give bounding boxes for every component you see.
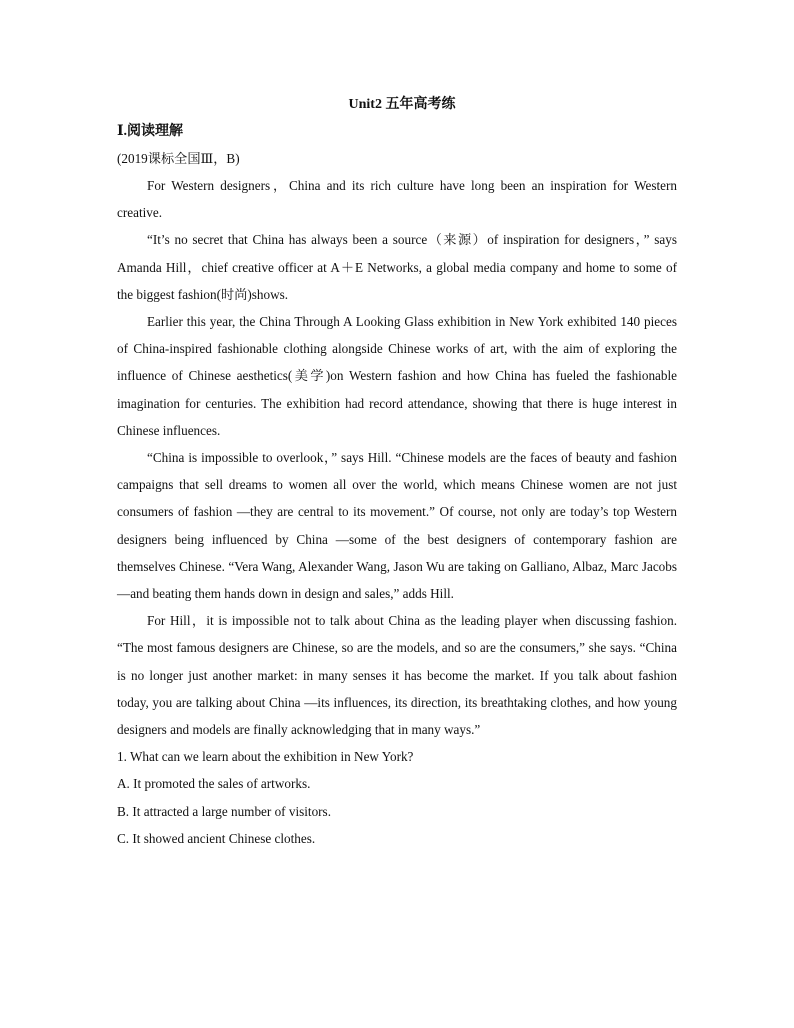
document-page: [117, 92, 677, 852]
option-a: A. It promoted the sales of artworks.: [117, 776, 311, 792]
paragraph-4: “China is impossible to overlook，” says Hill. “Chinese models are the faces of beauty and fashion campaigns that sell dreams to women all over the world, which means Chinese women are not just consumers of fashion —they are central to its movement.” Of course, not only are today’s top Western designers being influenced by China —some of the best designers of contemporary fashion are themselves Chinese. “Vera Wang, Alexander Wang, Jason Wu are taking on Galliano, Albaz, Marc Jacobs—and beating them hands down in design and sales,” adds Hill.: [117, 450, 677, 602]
paragraph-1: For Western designers，China and its rich culture have long been an inspiration for Western creative.: [117, 178, 677, 221]
page-title: Unit2 五年高考练: [348, 97, 456, 112]
question-stem: 1. What can we learn about the exhibition in New York?: [117, 749, 414, 765]
option-b: B. It attracted a large number of visitors.: [117, 803, 331, 819]
source-citation: (2019课标全国Ⅲ，B): [117, 151, 240, 166]
section-heading: Ⅰ.阅读理解: [117, 124, 184, 139]
paragraph-5: For Hill，it is impossible not to talk about China as the leading player when discussing fashion. “The most famous designers are Chinese, so are the models, and so are the consumers,” she says. “China is no longer just another market: in many senses it has become the market. If you talk about fashion today, you are talking about China —its influences, its direction, its breathtaking clothes, and how young designers and models are finally acknowledging that in many ways.”: [117, 613, 677, 738]
option-c: C. It showed ancient Chinese clothes.: [117, 830, 316, 846]
paragraph-3: Earlier this year, the China Through A Looking Glass exhibition in New York exhibited 140 pieces of China-inspired fashionable clothing alongside Chinese works of art, with the aim of exploring the influence of Chinese aesthetics(美学)on Western fashion and how China has fueled the fashionable imagination for centuries. The exhibition had record attendance, showing that there is huge interest in Chinese influences.: [117, 314, 677, 438]
paragraph-2: “It’s no secret that China has always been a source（来源）of inspiration for designers，” says Amanda Hill，chief creative officer at A＋E Networks, a global media company and home to some of the biggest fashion(时尚)shows.: [117, 232, 677, 302]
